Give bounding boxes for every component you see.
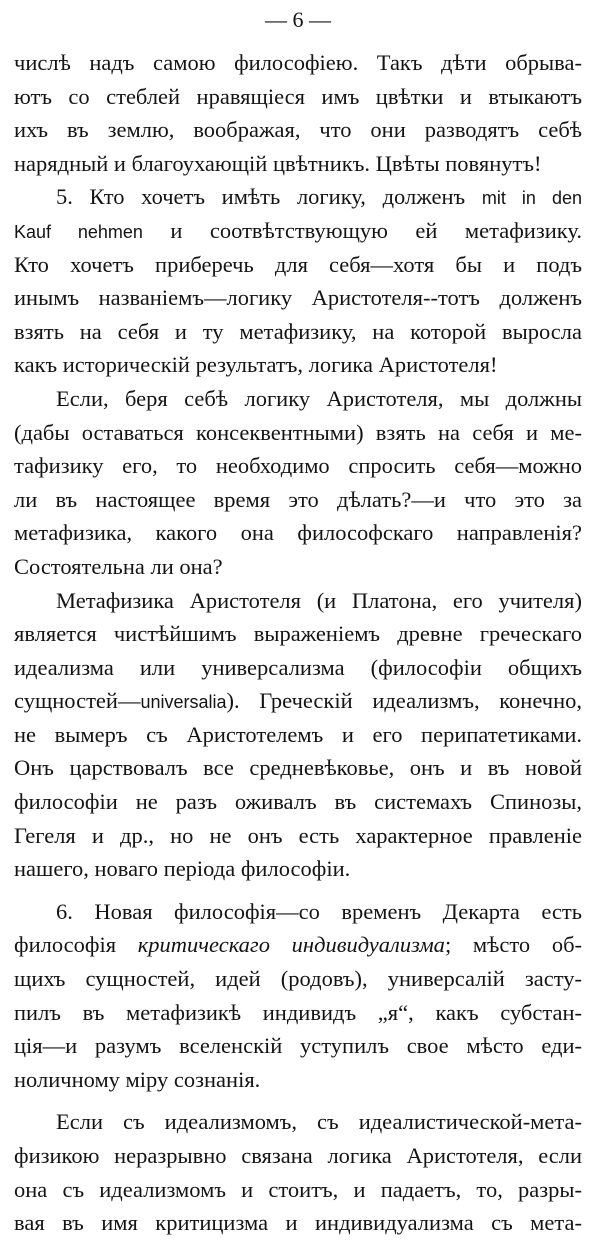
text-line: нарядный и благоухающій цвѣтникъ. Цвѣты повянутъ! [14,150,542,176]
text-line: Метафизика Аристотеля (и Платона, его учителя) [56,587,582,613]
text-line: щихъ сущностей, идей (родовъ), универсалій засту- [14,966,582,992]
latin-phrase: universalia [140,692,227,713]
text-line: идеализма или универсализма (философіи общихъ [14,654,582,680]
text-run: ; мѣсто об- [444,932,583,958]
text-line: метафизика, какого она философскаго направленія? [14,520,582,546]
text-line: является чистѣйшимъ выраженіемъ древне греческаго [14,621,582,647]
text-line: (дабы оставаться консеквентными) взять на себя и ме- [14,419,582,445]
text-line: вая въ имя критицизма и индивидуализма съ мета- [14,1210,582,1236]
italic-phrase: критическаго индивидуализма [137,932,445,958]
text-line: пилъ въ метафизикѣ индивидъ „я“, какъ субстан- [14,999,582,1025]
text-line [14,928,582,962]
text-run: ). Греческій идеализмъ, конечно, [226,688,582,714]
text-run: и соотвѣтствующую ей метафизику. [142,217,583,243]
text-run: сущностей— [14,688,141,714]
text-line [14,684,582,718]
text-line: Гегеля и др., но не онъ есть характерное правленіе [14,822,582,848]
text-line: Если, беря себѣ логику Аристотеля, мы должны [56,385,582,411]
text-line [14,180,582,214]
text-line: Если съ идеализмомъ, съ идеалистической-мета- [56,1109,582,1135]
text-line: ютъ со стеблей нравящіеся имъ цвѣтки и втыкаютъ [14,83,582,109]
text-line: ноличному міру сознанія. [14,1066,261,1092]
text-line: инымъ названіемъ—логику Аристотеля--тотъ долженъ [14,285,582,311]
latin-phrase: Kauf nehmen [14,221,143,242]
text-run: 5. Кто хочетъ имѣть логику, долженъ [56,184,482,210]
text-line: нашего, новаго періода философіи. [14,856,351,882]
text-line: тафизику его, то необходимо спросить себя—можно [14,453,582,479]
text-line: Кто хочетъ приберечь для себя—хотя бы и подъ [14,251,582,277]
text-line: взять на себя и ту метафизику, на которой выросла [14,318,582,344]
text-line [14,214,582,248]
text-line: ихъ въ землю, воображая, что они разводятъ себѣ [14,117,582,143]
latin-phrase: mit in den [481,188,582,209]
text-line: ція—и разумъ вселенскій уступилъ свое мѣсто еди- [14,1033,582,1059]
text-line: не вымеръ съ Аристотелемъ и его перипатетиками. [14,721,582,747]
text-run: философія [14,932,138,958]
text-line: 6. Новая философія—со временъ Декарта есть [56,898,582,924]
body-text [14,46,582,1240]
page-number: — 6 — [265,7,331,32]
text-line: Онъ царствовалъ все средневѣковье, онъ и въ новой [14,755,582,781]
text-line: числѣ надъ самою философіею. Такъ дѣти обрыва- [14,50,582,75]
text-line: она съ идеализмомъ и стоитъ, и падаетъ, то, разры- [14,1176,582,1202]
text-line: философіи не разъ оживалъ въ системахъ Спинозы, [14,789,582,815]
text-line: ли въ настоящее время это дѣлать?—и что это за [14,486,582,512]
text-line: какъ историческій результатъ, логика Аристотеля! [14,352,498,378]
text-line: физикою неразрывно связана логика Аристотеля, если [14,1143,582,1168]
text-line: Состоятельна ли она? [14,553,223,579]
